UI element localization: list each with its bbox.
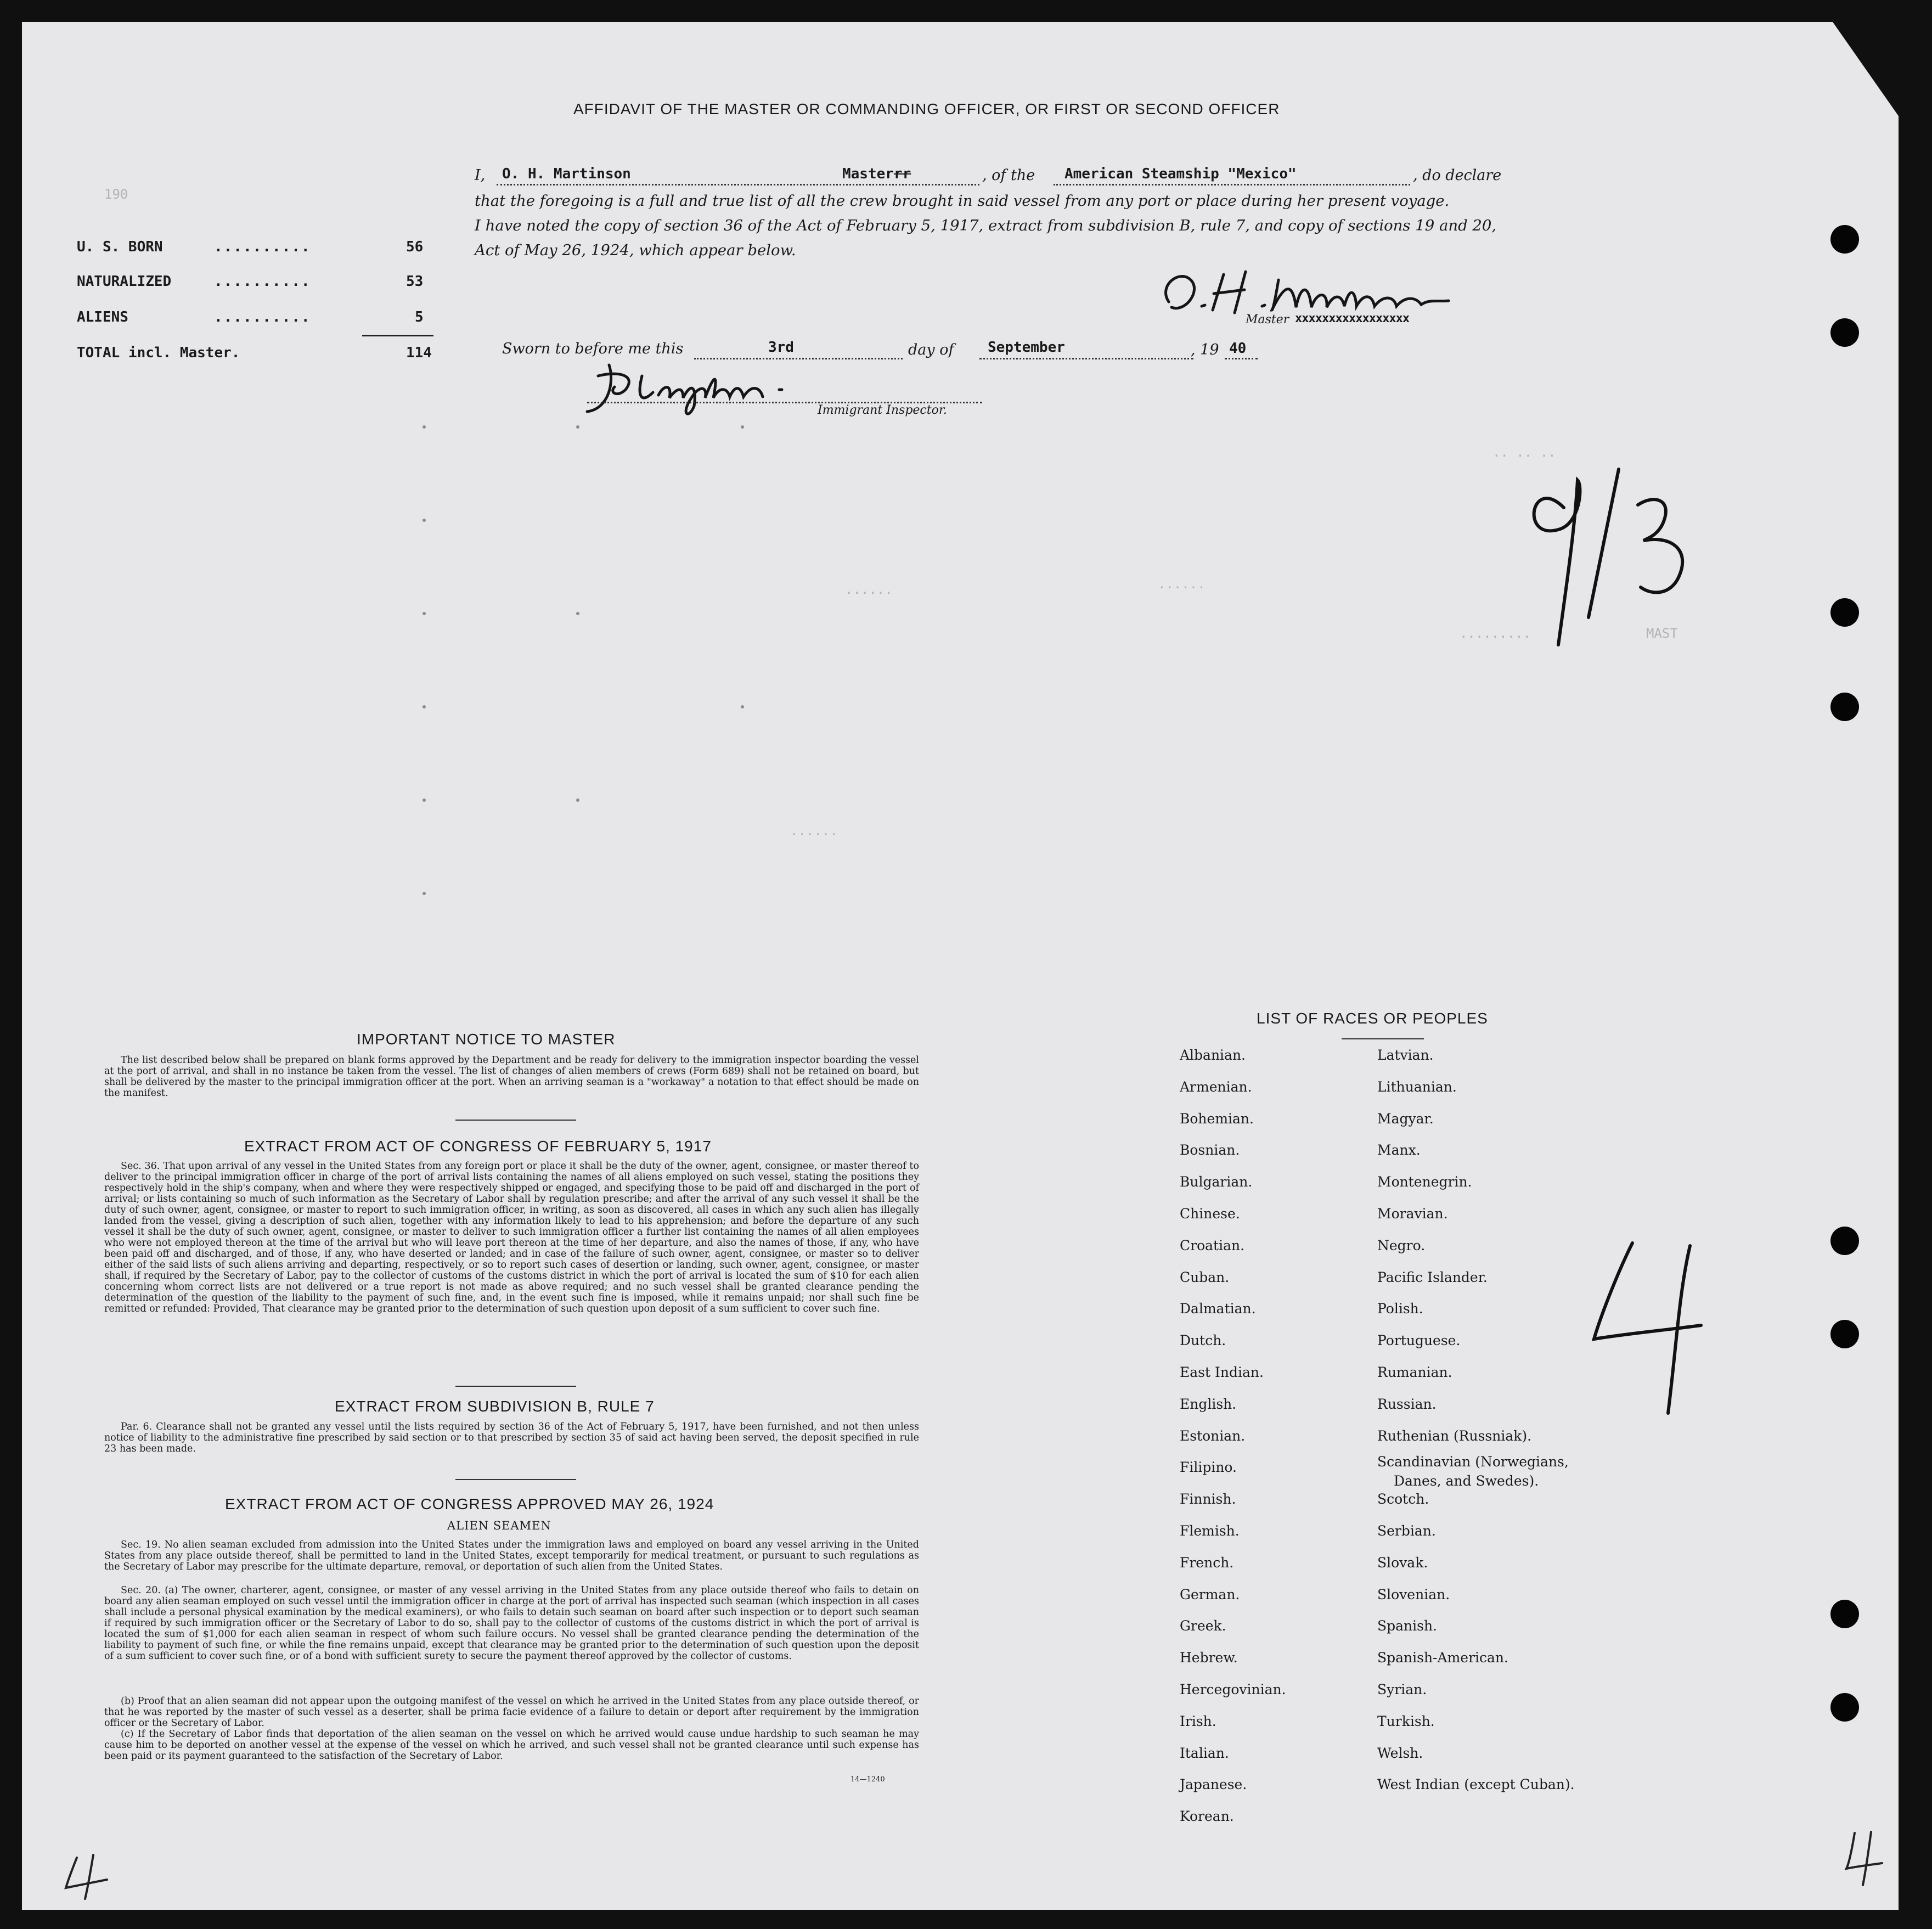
race-item: Bosnian. [1180, 1142, 1240, 1158]
handwritten-corner-mark-left [63, 1849, 118, 1904]
punch-hole [1830, 225, 1859, 254]
bleed-through-dot [576, 612, 579, 615]
race-item: Pacific Islander. [1377, 1269, 1488, 1285]
extract-1924-sec20c: (c) If the Secretary of Labor finds that deportation of the alien seaman on the vessel on which he arrived would cause undue hardship to such seaman he may cause him to be deported on another vessel at the expense of the vessel on which he arrived, and such vessel shall not be granted clearance until such expense has been paid or its payment guaranteed to the satisfaction of the Secretary of Labor. [104, 1729, 919, 1762]
race-item: Armenian. [1180, 1078, 1252, 1095]
race-item: Polish. [1377, 1301, 1423, 1317]
bleed-through-dot [741, 425, 744, 429]
master-name-dotted-line [497, 184, 979, 185]
race-item: East Indian. [1180, 1364, 1264, 1380]
do-declare-label: , do declare [1413, 167, 1502, 184]
tally-dots: .......... [214, 309, 311, 325]
race-item: Korean. [1180, 1808, 1234, 1825]
punch-hole [1830, 1320, 1859, 1348]
extract-1917-body: Sec. 36. That upon arrival of any vessel in the United States from any foreign port or place it shall be the duty of the owner, agent, consignee, or master thereof to deliver to the principal immigration officer in charge of the port of arrival lists containing the names of all aliens employed on such vessel, stating the positions they respectively hold in the ship's company, when and where they were respectively shipped or engaged, and specifying those to be paid off and discharged in the port of arrival; or lists containing so much of such information as the Secretary of Labor shall by regulation prescribe; and after the arrival of any such vessel it shall be the duty of such owner, agent, consignee, or master to report to such immigration officer, in writing, as soon as discovered, all cases in which any such alien has illegally landed from the vessel, giving a description of such alien, together with any information likely to lead to his apprehension; and before the departure of any such vessel it shall be the duty of such owner, agent, consignee, or master to deliver to such immigration officer a further list containing the names of all alien employees who were not employed thereon at the time of the arrival but who will leave port thereon at the time of her departure, and also the names of those, if any, who have been paid off and discharged, and of those, if any, who have deserted or landed; and in case of the failure of such owner, agent, consignee, or master so to deliver either of the said lists of such aliens arriving and departing, respectively, or so to report such cases of desertion or landing, such owner, agent, consignee, or master shall, if required by the Secretary of Labor, pay to the collector of customs of the customs district in which the port of arrival is located the sum of $10 for each alien concerning whom correct lists are not delivered or a true report is not made as above required; and no such vessel shall be granted clearance pending the determination of the question of the liability to the payment of such fine, and, in the event such fine is imposed, while it remains unpaid; nor shall such fine be remitted or refunded: Provided, That clearance may be granted prior to the determination of such question upon deposit of a sum sufficient to cover such fine. [104, 1161, 919, 1314]
vessel-dotted-line [1054, 184, 1410, 185]
extract-1924-sec20a: Sec. 20. (a) The owner, charterer, agent, consignee, or master of any vessel arriving in the United States from any place outside thereof who fails to detain on board any alien seaman employed on such vessel until the immigration officer in charge at the port of arrival has inspected such seaman (which inspection in all cases shall include a personal physical examination by the medical examiners), or who fails to detain such seaman on board after such inspection or to deport such seaman if required by such immigration officer or the Secretary of Labor to do so, shall pay to the collector of customs of the customs district in which the port of arrival is located the sum of $1,000 for each alien seaman in respect of whom such failure occurs. No vessel shall be granted clearance pending the determination of the liability to payment of such fine, or while the fine remains unpaid, except that clearance may be granted prior to the determination of such question upon the deposit of a sum sufficient to cover such fine, or of a bond with sufficient surety to secure the payment thereof approved by the collector of customs. [104, 1585, 919, 1662]
tally-sum-rule [362, 335, 433, 336]
race-item: Serbian. [1377, 1523, 1436, 1539]
year-dotted-line [1225, 358, 1258, 359]
year-prefix: , 19 [1191, 341, 1219, 358]
sworn-prefix: Sworn to before me this [502, 340, 684, 357]
punch-hole [1830, 318, 1859, 347]
punch-hole [1830, 693, 1859, 721]
race-item: Danes, and Swedes). [1394, 1473, 1539, 1489]
bleed-through-dot [423, 798, 426, 802]
day-of-label: day of [908, 341, 954, 358]
races-title: LIST OF RACES OR PEOPLES [1257, 1010, 1488, 1027]
race-item: West Indian (except Cuban). [1377, 1776, 1575, 1793]
punch-hole [1830, 1600, 1859, 1628]
race-item: Montenegrin. [1377, 1174, 1472, 1190]
race-item: Albanian. [1180, 1047, 1246, 1063]
race-item: Croatian. [1180, 1237, 1245, 1253]
sworn-month-dotted-line [979, 358, 1193, 359]
tally-row-aliens [77, 309, 461, 331]
bleed-through-text: ......... [1460, 626, 1531, 641]
year-suffix-field: 40 [1229, 340, 1247, 357]
race-item: Latvian. [1377, 1047, 1434, 1063]
extract-1924-sec19: Sec. 19. No alien seaman excluded from admission into the United States under the immigration laws and employed on board any vessel arriving in the United States from any place outside thereof, shall be permitted to land in the United States, except temporarily for medical treatment, or pursuant to such regulations as the Secretary of Labor may prescribe for the ultimate departure, removal, or deportation of such alien from the United States. [104, 1539, 919, 1572]
race-item: Greek. [1180, 1618, 1226, 1634]
tally-value: 114 [406, 345, 432, 361]
bleed-through-dot [576, 798, 579, 802]
race-item: Dalmatian. [1180, 1301, 1256, 1317]
race-item: Italian. [1180, 1745, 1229, 1761]
master-name-field: O. H. Martinson [502, 166, 631, 182]
extract-rule7-title: EXTRACT FROM SUBDIVISION B, RULE 7 [335, 1398, 655, 1415]
torn-corner [1833, 22, 1899, 132]
race-item: Japanese. [1180, 1776, 1247, 1793]
tally-label: U. S. BORN [77, 239, 163, 255]
race-item: Rumanian. [1377, 1364, 1452, 1380]
race-item: Filipino. [1180, 1459, 1237, 1476]
extract-1924-title: EXTRACT FROM ACT OF CONGRESS APPROVED MAY 26, 1924 [225, 1495, 714, 1512]
extract-1924-sec20b: (b) Proof that an alien seaman did not appear upon the outgoing manifest of the vessel on which he arrived in the United States from any place outside thereof, or that he was reported by the master of such vessel as a deserter, shall be prima facie evidence of a failure to detain or deport after requirement by the immigration officer or the Secretary of Labor. [104, 1696, 919, 1729]
bleed-through-dot [423, 705, 426, 708]
race-item: Scotch. [1377, 1491, 1429, 1508]
race-item: Estonian. [1180, 1427, 1246, 1444]
race-item: Turkish. [1377, 1713, 1435, 1729]
race-item: Irish. [1180, 1713, 1216, 1729]
bleed-through-text: MAST [1646, 626, 1678, 641]
bleed-through-text: ...... [790, 823, 838, 839]
bleed-through-text: ...... [845, 582, 893, 597]
extract-rule7-body: Par. 6. Clearance shall not be granted any vessel until the lists required by section 36 of the Act of February 5, 1917, have been furnished, and not then unless notice of liability to the administrative fine prescribed by said section or to that prescribed by section 35 of said act having been served, the deposit specified in rule 23 has been made. [104, 1421, 919, 1454]
race-item: Finnish. [1180, 1491, 1236, 1508]
race-item: Chinese. [1180, 1206, 1240, 1222]
rank-field [842, 166, 911, 182]
handwritten-aliens-mark [1583, 1232, 1715, 1424]
race-item: Spanish-American. [1377, 1650, 1508, 1666]
form-number: 14—1240 [850, 1775, 885, 1784]
tally-dots: .......... [214, 273, 311, 290]
tally-row-naturalized [77, 273, 461, 295]
race-item: Russian. [1377, 1396, 1437, 1412]
bleed-through-dot [423, 519, 426, 522]
declaration-line-2: that the foregoing is a full and true list of all the crew brought in said vessel from any port or place during her present voyage. [475, 192, 1450, 210]
declaration-line-4: Act of May 26, 1924, which appear below. [475, 241, 796, 259]
bleed-through-text: .. .. .. [1492, 445, 1556, 460]
signature-caption-strikeout: xxxxxxxxxxxxxxxxx [1295, 312, 1410, 325]
extract-1917-title: EXTRACT FROM ACT OF CONGRESS OF FEBRUARY 5, 1917 [244, 1138, 712, 1155]
of-the-label: , of the [982, 167, 1035, 184]
notice-title: IMPORTANT NOTICE TO MASTER [357, 1031, 616, 1048]
handwritten-date-mark [1514, 464, 1701, 672]
race-item: Syrian. [1377, 1681, 1427, 1697]
punch-hole [1830, 1693, 1859, 1722]
race-item: Cuban. [1180, 1269, 1230, 1285]
race-item: English. [1180, 1396, 1237, 1412]
declaration-prefix: I, [475, 167, 486, 184]
bleed-through-dot [423, 892, 426, 895]
punch-hole [1830, 598, 1859, 627]
tally-row-us-born [77, 239, 461, 261]
race-item: Slovak. [1377, 1554, 1428, 1571]
bleed-through-text: ...... [1158, 576, 1206, 592]
extract-1924-subtitle: ALIEN SEAMEN [447, 1519, 551, 1532]
affidavit-title: AFFIDAVIT OF THE MASTER OR COMMANDING OFFICER, OR FIRST OR SECOND OFFICER [573, 100, 1280, 117]
bleed-through-dot [423, 612, 426, 615]
rank-overstrike: rr [893, 166, 911, 182]
bleed-through-dot [741, 705, 744, 708]
tally-label: ALIENS [77, 309, 128, 325]
bleed-through-dot [576, 425, 579, 429]
race-item: Portuguese. [1377, 1332, 1461, 1349]
tally-row-total [77, 345, 461, 367]
tally-value: 53 [406, 273, 424, 290]
bleed-through-dot [423, 425, 426, 429]
race-item: German. [1180, 1586, 1240, 1602]
punch-hole [1830, 1227, 1859, 1255]
race-item: Dutch. [1180, 1332, 1226, 1349]
rank-text: Master [842, 166, 894, 182]
race-item: Spanish. [1377, 1618, 1438, 1634]
tally-value: 56 [406, 239, 424, 255]
bleed-through-text: 190 [104, 187, 128, 202]
race-item: Slovenian. [1377, 1586, 1450, 1602]
race-item: Scandinavian (Norwegians, [1377, 1454, 1569, 1470]
races-title-rule [1342, 1038, 1424, 1039]
sworn-day-field: 3rd [768, 339, 794, 356]
race-item: Flemish. [1180, 1523, 1240, 1539]
document-page [22, 22, 1899, 1910]
race-item: Lithuanian. [1377, 1078, 1457, 1095]
vessel-name-field: American Steamship "Mexico" [1064, 166, 1297, 182]
tally-label: TOTAL incl. Master. [77, 345, 240, 361]
race-item: Ruthenian (Russniak). [1377, 1427, 1532, 1444]
race-item: Hercegovinian. [1180, 1681, 1286, 1697]
section-divider [455, 1479, 576, 1480]
inspector-caption: Immigrant Inspector. [818, 403, 947, 417]
tally-dots: .......... [214, 239, 311, 255]
declaration-line-3: I have noted the copy of section 36 of the Act of February 5, 1917, extract from subdivision B, rule 7, and copy of sections 19 and 20, [475, 217, 1497, 234]
race-item: Negro. [1377, 1237, 1426, 1253]
tally-label: NATURALIZED [77, 273, 172, 290]
race-item: Hebrew. [1180, 1650, 1238, 1666]
sworn-month-field: September [988, 339, 1065, 356]
signature-caption: Master [1246, 313, 1289, 327]
race-item: Bulgarian. [1180, 1174, 1253, 1190]
handwritten-corner-mark-right [1841, 1827, 1890, 1888]
notice-body: The list described below shall be prepared on blank forms approved by the Department and be ready for delivery to the immigration inspector boarding the vessel at the port of arrival, and shall in no instance be taken from the vessel. The list of changes of alien members of crews (Form 689) shall not be retained on board, but shall be delivered by the master to the principal immigration officer at the port. When an arriving seaman is a "workaway" a notation to that effect should be made on the manifest. [104, 1055, 919, 1099]
race-item: Manx. [1377, 1142, 1421, 1158]
race-item: Magyar. [1377, 1110, 1434, 1127]
tally-value: 5 [415, 309, 424, 325]
section-divider [455, 1120, 576, 1121]
race-item: French. [1180, 1554, 1234, 1571]
race-item: Bohemian. [1180, 1110, 1254, 1127]
race-item: Welsh. [1377, 1745, 1423, 1761]
section-divider [455, 1386, 576, 1387]
race-item: Moravian. [1377, 1206, 1448, 1222]
